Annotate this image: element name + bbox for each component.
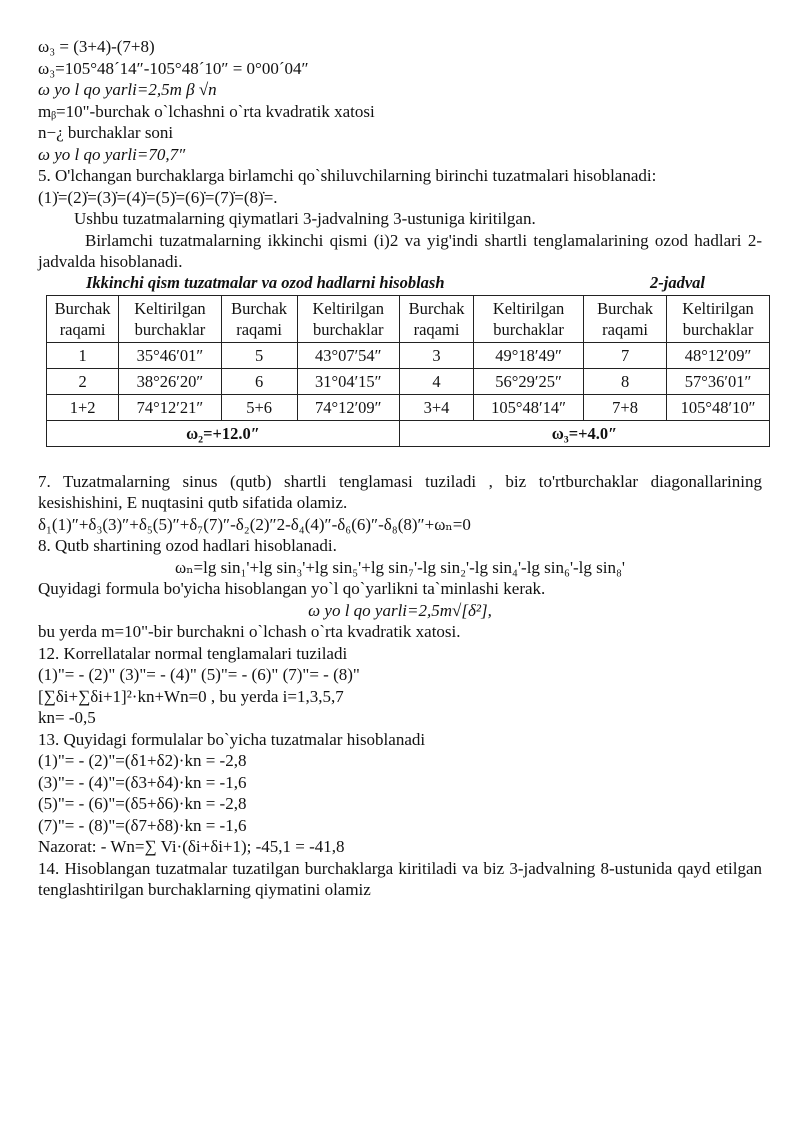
table-cell: 74°12′21″: [119, 394, 222, 420]
text-line: (5)"= - (6)"=(δ5+δ6)·kn = -2,8: [38, 794, 247, 813]
table-cell: 57°36′01″: [667, 368, 770, 394]
column-header: Burchak raqami: [400, 295, 474, 342]
table-cell: 1: [47, 342, 119, 368]
text-line: n−¿ burchaklar soni: [38, 123, 174, 142]
table-row: [47, 368, 770, 394]
text-line: (3)"= - (4)"=(δ3+δ4)·kn = -1,6: [38, 772, 247, 792]
text-line: mᵦ=10"-burchak o`lchashni o`rta kvadratik xatosi: [38, 101, 375, 121]
paragraph: [38, 230, 762, 273]
table-cell: 105°48′14″: [474, 394, 584, 420]
column-header: Burchak raqami: [47, 295, 119, 342]
formula-line: ωₙ=lg sin₁'+lg sin₃'+lg sin₅'+lg sin₇'-lg sin₂'-lg sin₄'-lg sin₆'-lg sin₈': [175, 557, 625, 577]
formula-line: ω yo l qo yarli=2,5m β √n: [38, 80, 217, 99]
text-line: (1)"= - (2)"=(δ1+δ2)·kn = -2,8: [38, 751, 247, 770]
angles-table: [46, 295, 770, 447]
table-cell: 43°07′54″: [297, 342, 400, 368]
formula-line: δ₁(1)″+δ₃(3)″+δ₅(5)″+δ₇(7)″-δ₂(2)″2-δ₄(4)″-δ₆(6)″-δ₈(8)″+ωₙ=0: [38, 514, 471, 534]
text-line: [∑δi+∑δi+1]²·kn+Wn=0 , bu yerda i=1,3,5,7: [38, 686, 344, 706]
formula-line: ω yo l qo yarli=70,7″: [38, 144, 186, 164]
text-line: (7)"= - (8)"=(δ7+δ8)·kn = -1,6: [38, 815, 247, 835]
table-cell: 5: [221, 342, 297, 368]
column-header: Keltirilgan burchaklar: [119, 295, 222, 342]
text-line: ω₃ = (3+4)-(7+8): [38, 37, 155, 56]
sum-cell-left: ω₂=+12.0″: [47, 420, 400, 446]
column-header: Burchak raqami: [584, 295, 667, 342]
text-line: bu yerda m=10"-bir burchakni o`lchash o`rta kvadratik xatosi.: [38, 622, 461, 641]
text-line: Quyidagi formula bo'yicha hisoblangan yo`l qo`yarlikni ta`minlashi kerak.: [38, 579, 546, 598]
text-line: ω₃=105°48´14″-105°48´10″ = 0°00´04″: [38, 58, 309, 78]
table-cell: 3+4: [400, 394, 474, 420]
formula-line: ω yo l qo yarli=2,5m√[δ²],: [308, 600, 492, 620]
table-cell: 49°18′49″: [474, 342, 584, 368]
table-cell: 38°26′20″: [119, 368, 222, 394]
table-cell: 7+8: [584, 394, 667, 420]
text-line: Ushbu tuzatmalarning qiymatlari 3-jadvalning 3-ustuniga kiritilgan.: [74, 209, 536, 228]
table-cell: 35°46′01″: [119, 342, 222, 368]
table-cell: 5+6: [221, 394, 297, 420]
table-cell: 31°04′15″: [297, 368, 400, 394]
paragraph: 7. Tuzatmalarning sinus (qutb) shartli tenglamasi tuziladi , biz to'rtburchaklar diagonallarining kesishishini, E nuqtasini qutb sifatida olamiz.: [38, 471, 762, 512]
table-cell: 74°12′09″: [297, 394, 400, 420]
text-line: kn= -0,5: [38, 708, 96, 727]
table-cell: 56°29′25″: [474, 368, 584, 394]
table-cell: 2: [47, 368, 119, 394]
column-header: Burchak raqami: [221, 295, 297, 342]
text-line: 13. Quyidagi formulalar bo`yicha tuzatmalar hisoblanadi: [38, 729, 426, 749]
text-line: 12. Korrellatalar normal tenglamalari tuziladi: [38, 643, 348, 663]
table-cell: 6: [221, 368, 297, 394]
table-header-row: [47, 295, 770, 342]
column-header: Keltirilgan burchaklar: [297, 295, 400, 342]
table-cell: 7: [584, 342, 667, 368]
table-cell: 4: [400, 368, 474, 394]
table-cell: 8: [584, 368, 667, 394]
table-cell: 3: [400, 342, 474, 368]
table-cell: 105°48′10″: [667, 394, 770, 420]
column-header: Keltirilgan burchaklar: [667, 295, 770, 342]
text-line: 8. Qutb shartining ozod hadlari hisoblanadi.: [38, 536, 337, 555]
table-cell: 48°12′09″: [667, 342, 770, 368]
table-label: 2-jadval: [650, 272, 705, 292]
table-sum-row: [47, 420, 770, 446]
paragraph: 14. Hisoblangan tuzatmalar tuzatilgan burchaklarga kiritiladi va biz 3-jadvalning 8-ustunida qayd etilgan tenglashtirilgan burchaklarning qiymatini olamiz: [38, 858, 762, 899]
table-caption-row: [38, 273, 762, 293]
text-line: (1)̇=(2)̇=(3)̇=(4)̇=(5)̇=(6)̇=(7)̇=(8)̇=.: [38, 187, 278, 207]
text-line: Nazorat: - Wn=∑ Vi·(δi+δi+1); -45,1 = -41,8: [38, 837, 345, 856]
text-line: 5. O'lchangan burchaklarga birlamchi qo`shiluvchilarning birinchi tuzatmalari hisoblanadi:: [38, 166, 657, 185]
table-row: [47, 394, 770, 420]
sum-cell-right: ω₃=+4.0″: [400, 420, 770, 446]
table-cell: 1+2: [47, 394, 119, 420]
column-header: Keltirilgan burchaklar: [474, 295, 584, 342]
table-row: [47, 342, 770, 368]
table-caption: Ikkinchi qism tuzatmalar va ozod hadlarni hisoblash: [86, 272, 445, 292]
paragraph-text: Birlamchi tuzatmalarning ikkinchi qismi (i)2 va yig'indi shartli tenglamalarining ozod hadlari 2-jadvalda hisoblanadi.: [38, 230, 762, 271]
text-line: (1)"= - (2)" (3)"= - (4)" (5)"= - (6)" (7)"= - (8)": [38, 665, 360, 684]
